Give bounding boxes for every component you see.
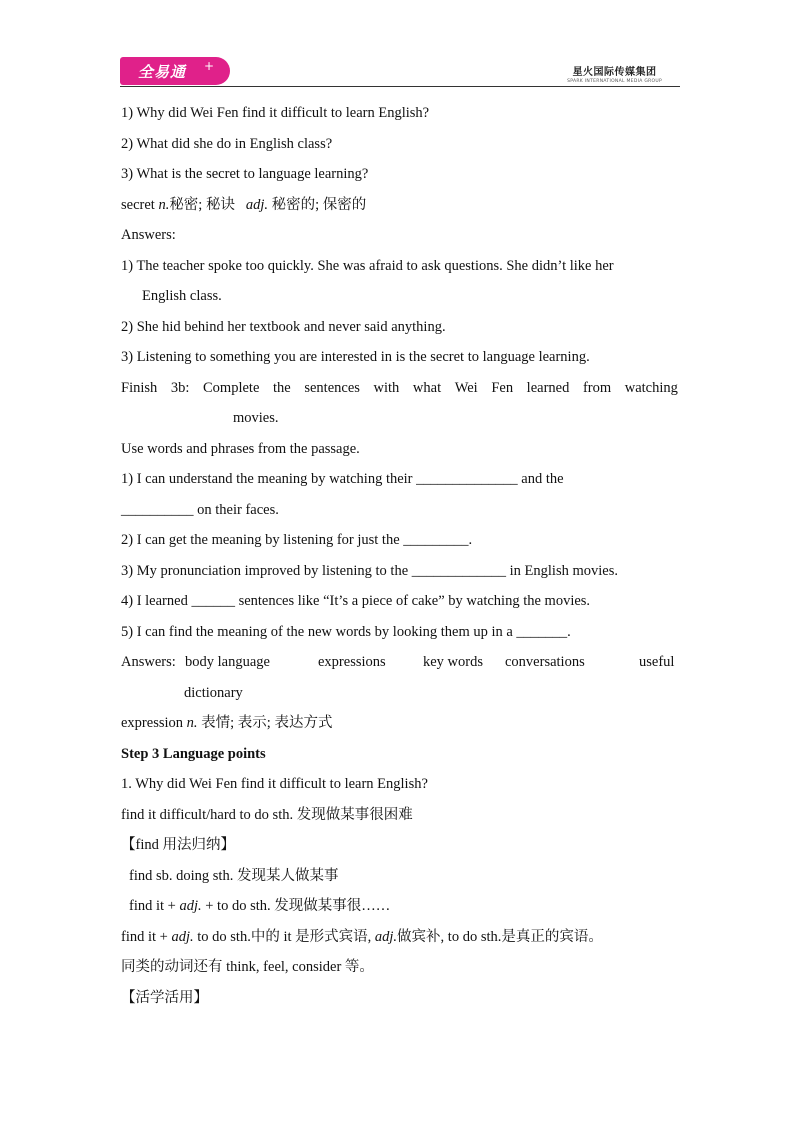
word: Finish <box>121 379 158 396</box>
usage-2 <box>121 891 678 922</box>
vocab-word: secret <box>121 196 159 213</box>
sentence-1-cont: __________ on their faces. <box>121 501 279 518</box>
word: learned <box>526 379 570 396</box>
usage-header: 【find 用法归纳】 <box>121 837 235 853</box>
note-text: 做宾补, to do sth.是真正的宾语。 <box>397 928 603 945</box>
section-heading: Step 3 Language points <box>121 745 266 762</box>
brand-logo <box>120 57 230 85</box>
vocab-pos: n. <box>158 196 170 213</box>
grammar-note <box>121 922 678 953</box>
header-divider <box>120 86 680 87</box>
note-text: find it + <box>121 928 172 945</box>
note-text: to do sth.中的 it 是形式宾语, <box>193 928 375 945</box>
vocab-secret <box>121 190 678 221</box>
page-header <box>120 55 680 89</box>
word: Complete <box>203 379 260 396</box>
use-words-instruction: Use words and phrases from the passage. <box>121 440 360 457</box>
vocab-def: 秘密的; 保密的 <box>268 196 367 213</box>
vocab-def: 表情; 表示; 表达方式 <box>197 715 333 731</box>
word: sentences <box>304 379 360 396</box>
answers-label: Answers: <box>121 227 176 243</box>
answer-word: expressions <box>318 654 386 670</box>
publisher-brand <box>567 63 662 84</box>
word: from <box>582 379 612 396</box>
sentence-4: 4) I learned ______ sentences like “It’s a piece of cake” by watching the movies. <box>121 593 591 609</box>
finish-instruction-cont: movies. <box>233 410 279 426</box>
usage-pos: adj. <box>179 898 202 914</box>
vocab-expression <box>121 708 678 739</box>
question-1: 1) Why did Wei Fen find it difficult to learn English? <box>121 105 430 121</box>
sentence-3: 3) My pronunciation improved by listening to the _____________ in English movies. <box>121 562 618 579</box>
note-pos: adj. <box>171 928 194 945</box>
question-3: 3) What is the secret to language learning? <box>121 166 369 182</box>
answer-1: 1) The teacher spoke too quickly. She was afraid to ask questions. She didn’t like her <box>121 257 614 274</box>
answer-2: 2) She hid behind her textbook and never said anything. <box>121 318 446 335</box>
answer-1-cont: English class. <box>142 288 222 304</box>
answers-row <box>121 647 678 678</box>
word: with <box>373 379 400 396</box>
publisher-name-en: SPARK INTERNATIONAL MEDIA GROUP <box>567 79 662 84</box>
answer-word: useful <box>639 654 675 670</box>
publisher-name: 星火国际传媒集团 <box>572 67 657 78</box>
word: Fen <box>491 379 514 396</box>
sentence-5: 5) I can find the meaning of the new words by looking them up in a _______. <box>121 623 571 640</box>
document-body <box>121 98 678 1013</box>
logo-text: 全易通 <box>138 63 187 81</box>
note-pos: adj. <box>374 928 398 945</box>
answer-word: key words <box>423 654 484 670</box>
grammar-note-2: 同类的动词还有 think, feel, consider 等。 <box>121 959 374 975</box>
word: watching <box>624 379 678 396</box>
word: what <box>412 379 442 396</box>
answer-word: conversations <box>505 654 585 670</box>
answers-label: Answers: <box>121 654 176 670</box>
usage-text: + to do sth. 发现做某事很…… <box>201 898 391 914</box>
usage-text: find it + <box>129 898 180 914</box>
finish-instruction <box>121 373 678 404</box>
answers-row-cont: dictionary <box>184 684 243 701</box>
vocab-pos: n. <box>186 715 198 731</box>
practice-header: 【活学活用】 <box>121 989 208 1006</box>
answer-word: body language <box>185 654 270 670</box>
word: Wei <box>454 379 478 396</box>
vocab-pos: adj. <box>245 196 268 213</box>
word: 3b: <box>170 379 190 396</box>
answer-3: 3) Listening to something you are interested in is the secret to language learning. <box>121 349 590 365</box>
sparkle-icon: + <box>204 59 215 73</box>
key-phrase: find it difficult/hard to do sth. 发现做某事很困难 <box>121 806 413 823</box>
usage-1: find sb. doing sth. 发现某人做某事 <box>129 867 339 884</box>
word: the <box>273 379 291 396</box>
vocab-def: 秘密; 秘诀 <box>169 196 239 213</box>
question-2: 2) What did she do in English class? <box>121 135 333 152</box>
sentence-2: 2) I can get the meaning by listening for just the _________. <box>121 532 473 548</box>
sentence-1: 1) I can understand the meaning by watching their ______________ and the <box>121 471 564 487</box>
language-point-1: 1. Why did Wei Fen find it difficult to learn English? <box>121 776 428 792</box>
vocab-word: expression <box>121 715 187 731</box>
